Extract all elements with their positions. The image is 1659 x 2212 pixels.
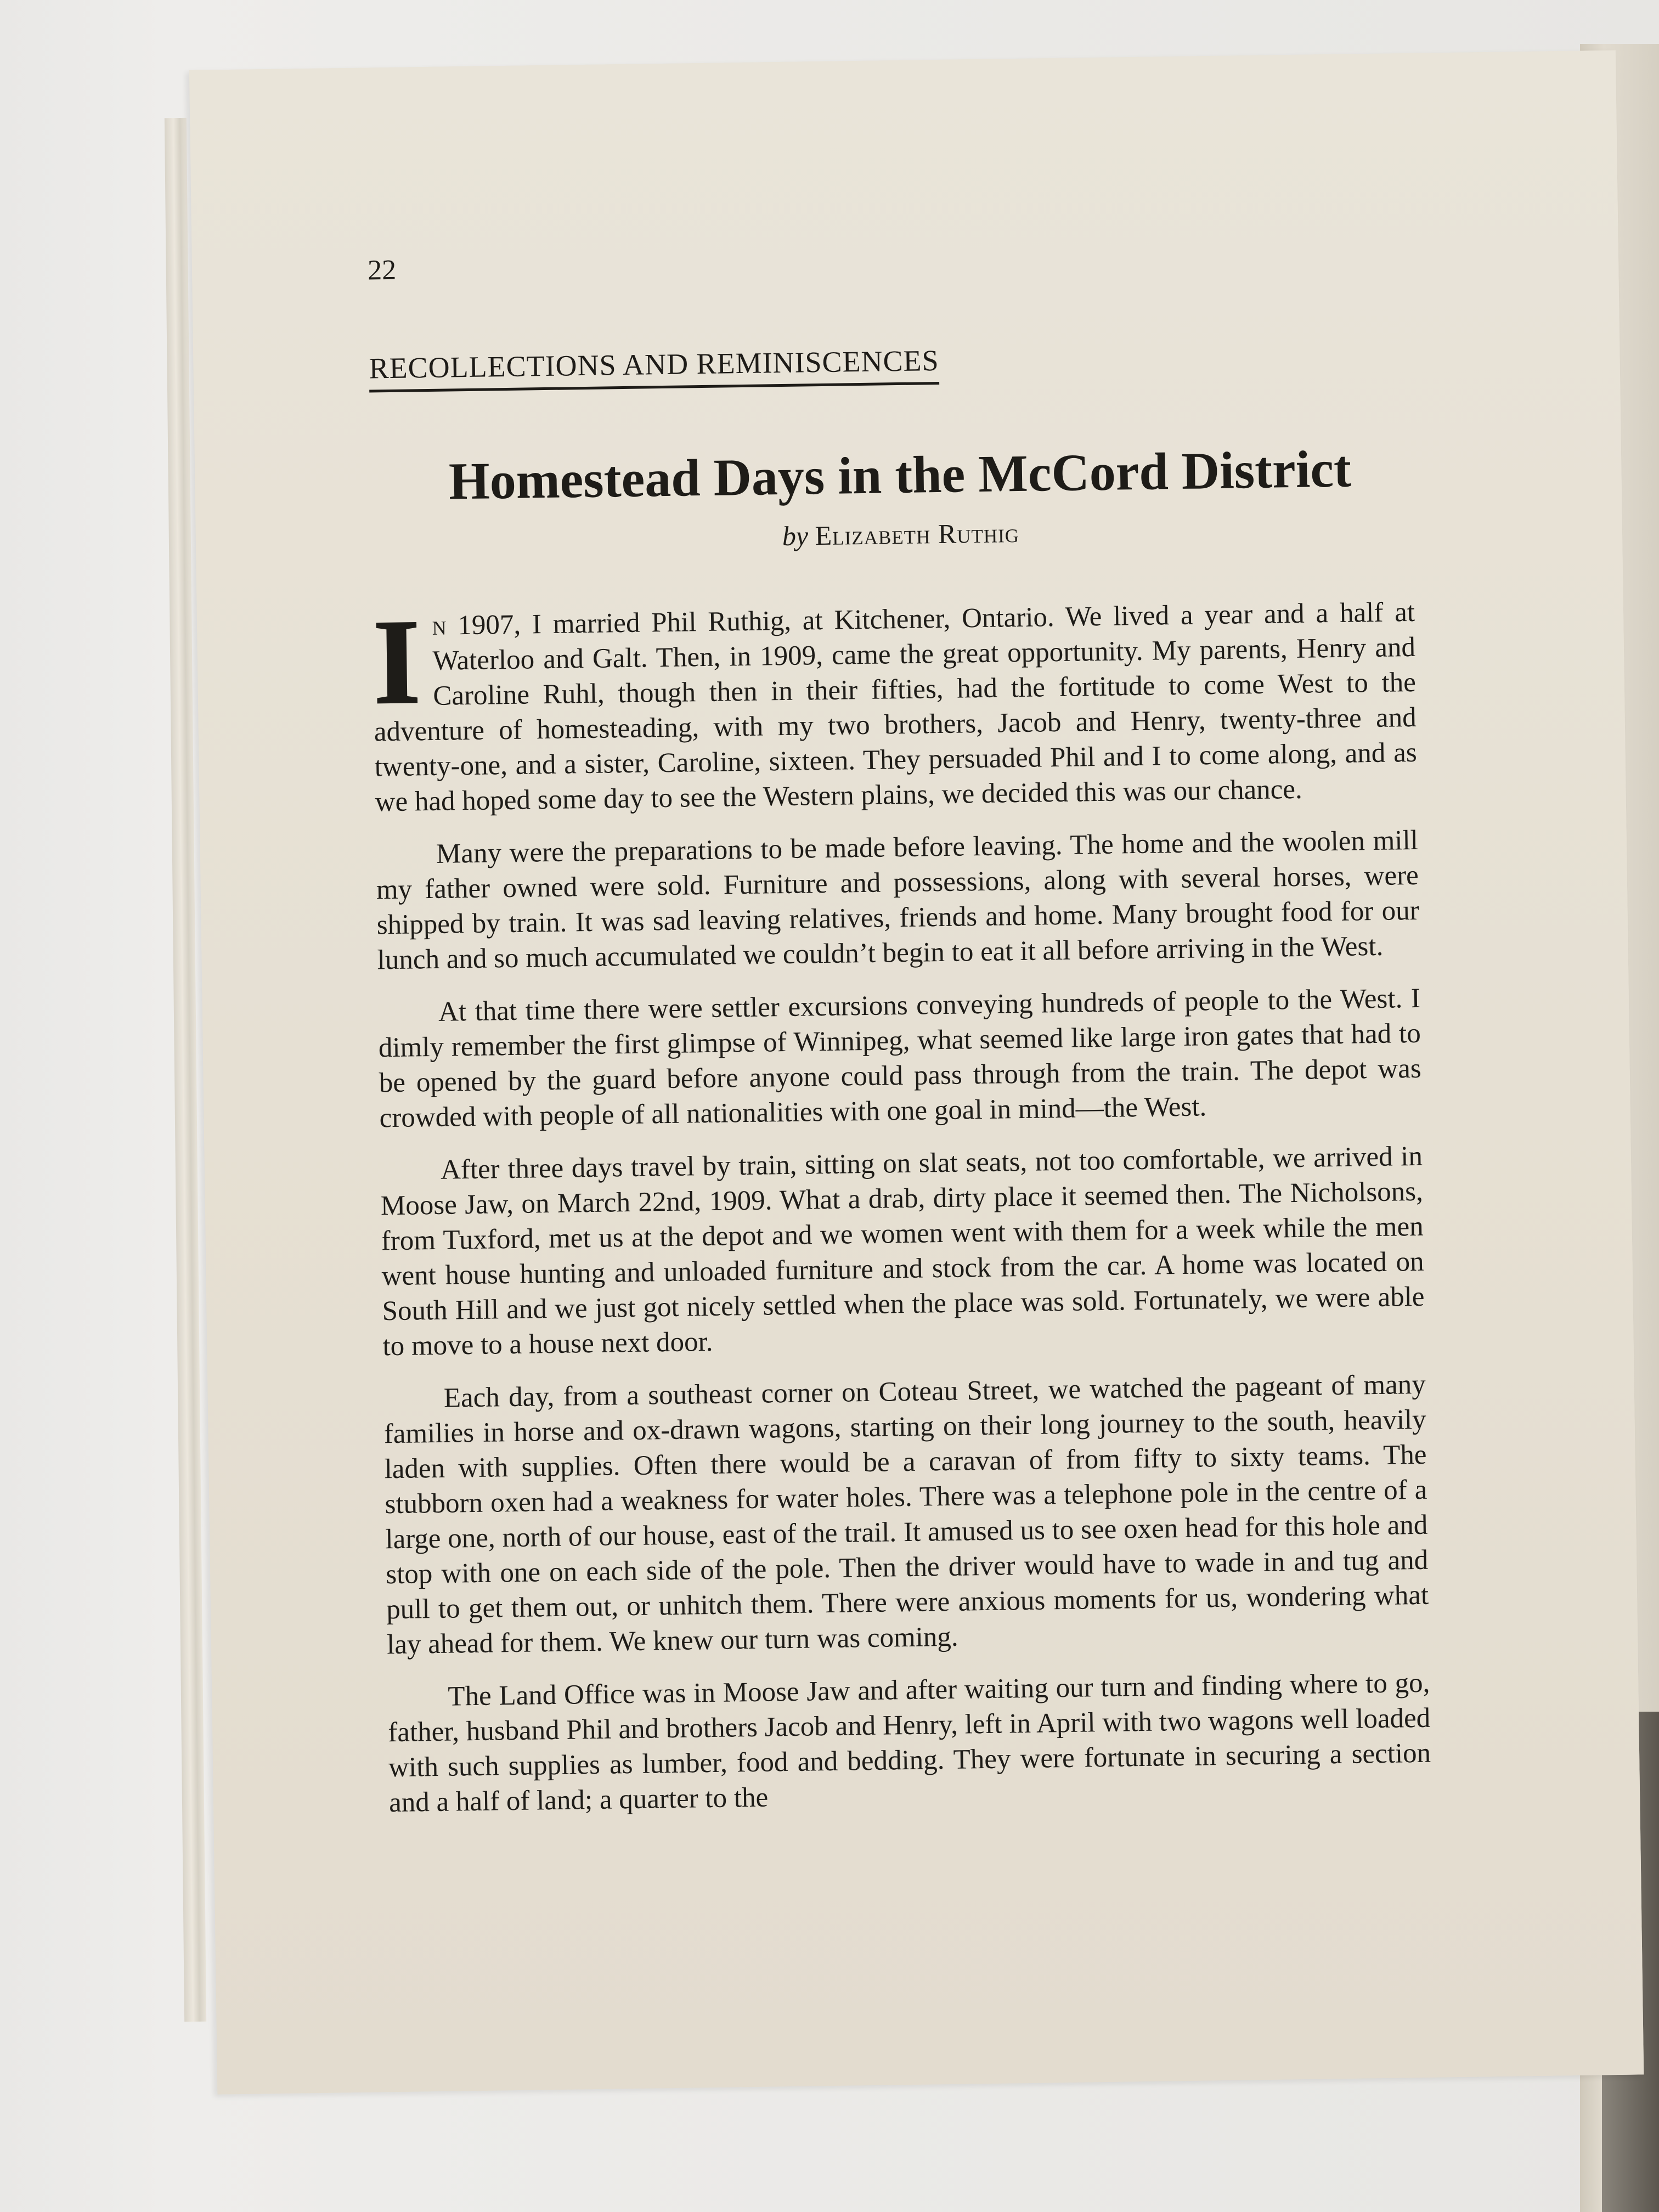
paragraph-3: At that time there were settler excursions conveying hundreds of people to the West. I dimly remember the first glimpse of Winnipeg, what seemed like large iron gates that had to be opened by the guard before anyone could pass through from the train. The depot was crowded with people of all nationalities with one goal in mind—the West. [378,983,1422,1134]
drop-cap: I [372,594,422,730]
byline [371,511,1414,558]
first-word-rest: n [432,610,447,641]
byline-author: Elizabeth Ruthig [815,517,1020,551]
paragraph-1 [373,595,1418,820]
article-title: Homestead Days in the McCord District [448,439,1352,511]
section-title: RECOLLECTIONS AND REMINISCENCES [369,343,939,385]
paragraph-4: After three days travel by train, sitting on slat seats, not too comfortable, we arrived in Moose Jaw, on March 22nd, 1909. What a drab, dirty place it seemed then. The Nicholsons, from Tuxford, met us at the depot and we women went with them for a week while the men went house hunting and unloaded furniture and stock from the car. A home was located on South Hill and we just got nicely settled when the place was sold. Fortunately, we were able to move to a house next door. [380,1141,1425,1362]
page-content [368,240,1432,1838]
paragraph-5: Each day, from a southeast corner on Coteau Street, we watched the pageant of many families in horse and ox-drawn wagons, starting on their long journey to the south, heavily laden with supplies. Often there would be a caravan of from fifty to sixty teams. The stubborn oxen had a weakness for water holes. There was a telephone pole in the centre of a large one, north of our house, east of the trail. It amused us to see oxen head for this hole and stop with one on each side of the pole. Then the driver would have to wade in and tug and pull to get them out, or unhitch them. There were anxious moments for us, wondering what lay ahead for them. We knew our turn was coming. [383,1369,1429,1661]
paragraph-2: Many were the preparations to be made before leaving. The home and the woolen mill my father owned were sold. Furniture and possessions, along with several horses, were shipped by train. It was sad leaving relatives, friends and home. Many brought food for our lunch and so much accumulated we couldn’t begin to eat it all before arriving in the West. [376,825,1419,976]
magazine-page [189,50,1644,2095]
paragraph-1-text: 1907, I married Phil Ruthig, at Kitchener, Ontario. We lived a year and a half at Waterloo and Galt. Then, in 1909, came the great opportunity. My parents, Henry and Caroline Ruhl, though then in their fifties, had the fortitude to come West to the adventure of homesteading, with my two brothers, Jacob and Henry, twenty-three and twenty-one, and a sister, Caroline, sixteen. They persuaded Phil and I to come along, and as we had hoped some day to see the Western plains, we decided this was our chance. [374,596,1417,818]
section-heading [369,343,939,393]
byline-prefix: by [782,520,809,551]
page-number: 22 [367,254,397,286]
paragraph-6: The Land Office was in Moose Jaw and after waiting our turn and finding where to go, father, husband Phil and brothers Jacob and Henry, left in April with two wagons well loaded with such supplies as lumber, food and bedding. They were fortunate in securing a section and a half of land; a quarter to the [387,1667,1431,1819]
